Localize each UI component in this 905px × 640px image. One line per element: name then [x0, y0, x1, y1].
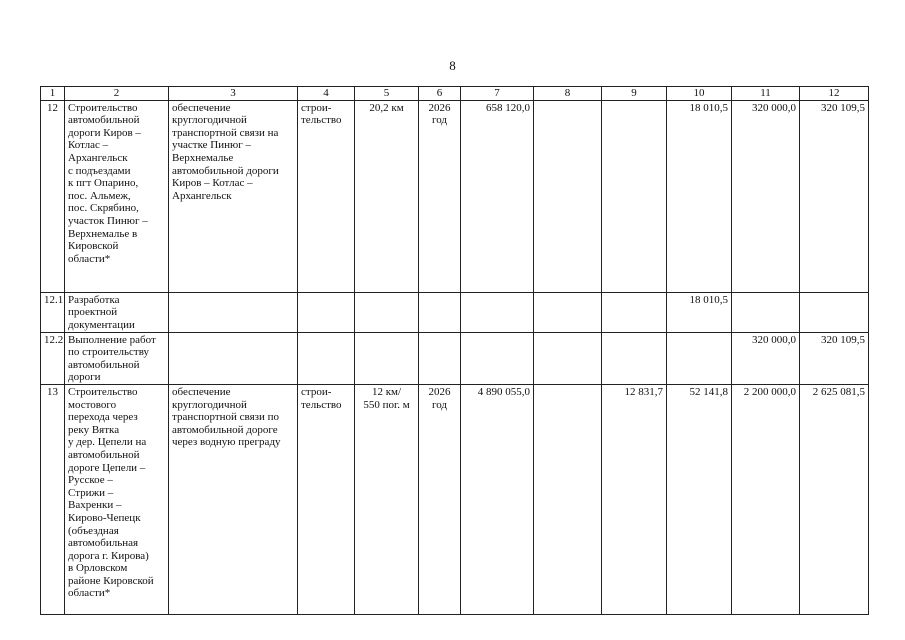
- column-10-cell: [667, 332, 732, 384]
- column-number-row: [41, 87, 869, 101]
- column-7-cell: 658 120,0: [461, 100, 534, 292]
- column-12-cell: [800, 292, 869, 332]
- column-8-cell: [534, 100, 602, 292]
- table-row: [41, 384, 869, 614]
- page-number: 8: [449, 58, 456, 73]
- column-number: 5: [355, 87, 419, 101]
- row-number: 12.1: [41, 292, 65, 332]
- column-7-cell: [461, 292, 534, 332]
- work-type-cell: [298, 332, 355, 384]
- column-number: 8: [534, 87, 602, 101]
- column-9-cell: 12 831,7: [602, 384, 667, 614]
- year-cell: 2026 год: [419, 100, 461, 292]
- column-9-cell: [602, 332, 667, 384]
- row-number: 12: [41, 100, 65, 292]
- column-12-cell: 320 109,5: [800, 332, 869, 384]
- object-name-cell: Строительство автомобильной дороги Киров – Котлас – Архангельск с подъездами к пгт Опарино, пос. Альмеж, пос. Скрябино, участок Пинюг – Верхнемалье в Кировской области*: [65, 100, 169, 292]
- row-number: 13: [41, 384, 65, 614]
- column-10-cell: 52 141,8: [667, 384, 732, 614]
- work-type-cell: строи- тельство: [298, 100, 355, 292]
- column-11-cell: [732, 292, 800, 332]
- investment-table: [40, 86, 869, 615]
- column-number: 7: [461, 87, 534, 101]
- column-8-cell: [534, 292, 602, 332]
- column-8-cell: [534, 332, 602, 384]
- year-cell: [419, 292, 461, 332]
- column-10-cell: 18 010,5: [667, 292, 732, 332]
- capacity-cell: 20,2 км: [355, 100, 419, 292]
- purpose-cell: обеспечение круглогодичной транспортной связи на участке Пинюг – Верхнемалье автомобильной дороги Киров – Котлас – Архангельск: [169, 100, 298, 292]
- capacity-cell: 12 км/ 550 пог. м: [355, 384, 419, 614]
- column-number: 11: [732, 87, 800, 101]
- table-row: [41, 292, 869, 332]
- purpose-cell: обеспечение круглогодичной транспортной связи по автомобильной дороге через водную преграду: [169, 384, 298, 614]
- column-number: 2: [65, 87, 169, 101]
- year-cell: 2026 год: [419, 384, 461, 614]
- column-number: 12: [800, 87, 869, 101]
- work-type-cell: строи- тельство: [298, 384, 355, 614]
- object-name-cell: Строительство мостового перехода через реку Вятка у дер. Цепели на автомобильной дороге Цепели – Русское – Стрижи – Вахренки – Кирово-Чепецк (объездная автомобильная дорога г. Кирова) в Орловском районе Кировской области*: [65, 384, 169, 614]
- column-number: 1: [41, 87, 65, 101]
- object-name-cell: Разработка проектной документации: [65, 292, 169, 332]
- column-number: 9: [602, 87, 667, 101]
- column-11-cell: 2 200 000,0: [732, 384, 800, 614]
- purpose-cell: [169, 292, 298, 332]
- table-row: [41, 332, 869, 384]
- column-8-cell: [534, 384, 602, 614]
- column-11-cell: 320 000,0: [732, 100, 800, 292]
- column-7-cell: 4 890 055,0: [461, 384, 534, 614]
- capacity-cell: [355, 332, 419, 384]
- purpose-cell: [169, 332, 298, 384]
- column-9-cell: [602, 292, 667, 332]
- table-row: [41, 100, 869, 292]
- capacity-cell: [355, 292, 419, 332]
- column-number: 6: [419, 87, 461, 101]
- column-9-cell: [602, 100, 667, 292]
- column-12-cell: 2 625 081,5: [800, 384, 869, 614]
- row-number: 12.2: [41, 332, 65, 384]
- column-number: 4: [298, 87, 355, 101]
- column-7-cell: [461, 332, 534, 384]
- column-number: 3: [169, 87, 298, 101]
- column-10-cell: 18 010,5: [667, 100, 732, 292]
- work-type-cell: [298, 292, 355, 332]
- column-12-cell: 320 109,5: [800, 100, 869, 292]
- year-cell: [419, 332, 461, 384]
- column-11-cell: 320 000,0: [732, 332, 800, 384]
- object-name-cell: Выполнение работ по строительству автомобильной дороги: [65, 332, 169, 384]
- column-number: 10: [667, 87, 732, 101]
